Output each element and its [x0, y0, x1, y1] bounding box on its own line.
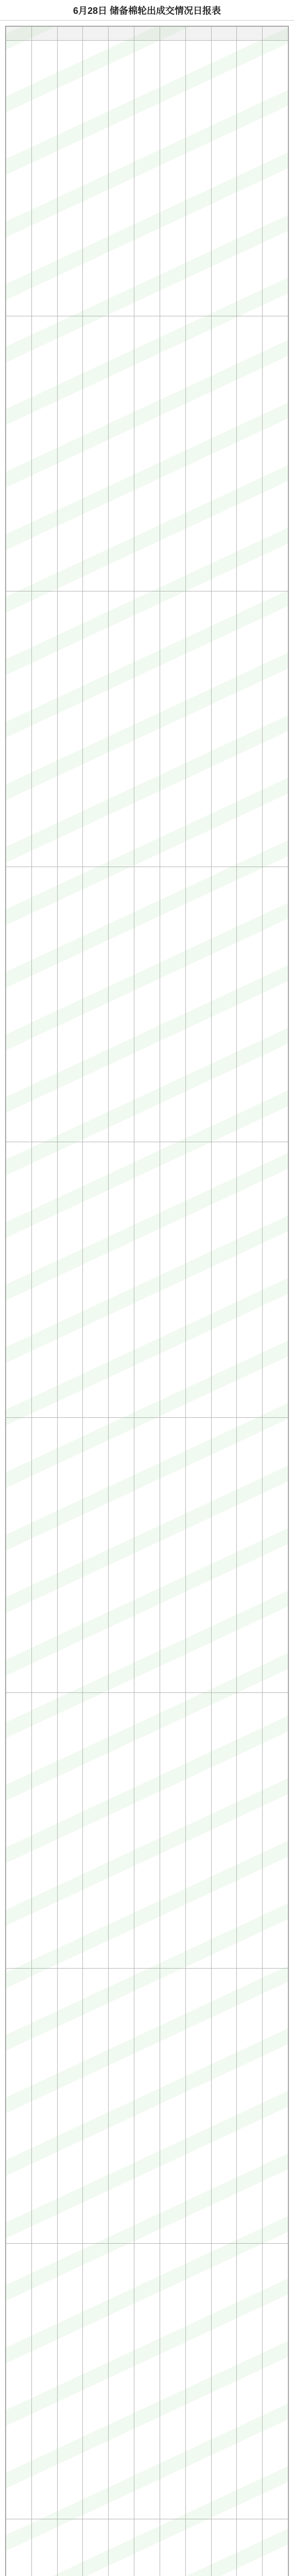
- table-body: [6, 41, 288, 2576]
- table-cell: [83, 1142, 109, 1418]
- table-cell: [160, 1968, 185, 2244]
- table-cell: [160, 41, 185, 316]
- table-cell: [31, 1142, 57, 1418]
- table-header-row: [6, 27, 288, 41]
- table-cell: [31, 1693, 57, 1969]
- table-cell: [6, 1142, 32, 1418]
- table-row: [6, 2244, 288, 2519]
- table-cell: [57, 1693, 83, 1969]
- table-cell: [109, 867, 134, 1142]
- table-cell: [263, 591, 288, 867]
- table-cell: [109, 41, 134, 316]
- results-table: [6, 26, 288, 2576]
- table-cell: [237, 1968, 263, 2244]
- table-cell: [263, 1417, 288, 1693]
- table-cell: [31, 2519, 57, 2576]
- table-cell: [109, 591, 134, 867]
- table-cell: [237, 1142, 263, 1418]
- table-cell: [134, 1968, 160, 2244]
- table-cell: [134, 316, 160, 591]
- table-cell: [237, 41, 263, 316]
- table-cell: [134, 2519, 160, 2576]
- table-row: [6, 1142, 288, 1418]
- table-cell: [57, 2244, 83, 2519]
- table-cell: [185, 1693, 211, 1969]
- table-cell: [31, 867, 57, 1142]
- table-cell: [109, 316, 134, 591]
- table-cell: [160, 1693, 185, 1969]
- table-cell: [31, 1968, 57, 2244]
- table-cell: [6, 41, 32, 316]
- table-cell: [185, 1142, 211, 1418]
- table-cell: [109, 1142, 134, 1418]
- table-row: [6, 591, 288, 867]
- table-cell: [160, 591, 185, 867]
- table-cell: [31, 1417, 57, 1693]
- table-header-cell: [31, 27, 57, 41]
- table-cell: [83, 2244, 109, 2519]
- table-cell: [134, 591, 160, 867]
- table-cell: [160, 1142, 185, 1418]
- table-cell: [263, 2519, 288, 2576]
- table-cell: [134, 1417, 160, 1693]
- table-cell: [211, 591, 237, 867]
- table-cell: [83, 591, 109, 867]
- table-cell: [263, 2244, 288, 2519]
- table-cell: [134, 1142, 160, 1418]
- table-cell: [263, 1693, 288, 1969]
- table-cell: [237, 316, 263, 591]
- table-row: [6, 867, 288, 1142]
- table-header-cell: [83, 27, 109, 41]
- table-cell: [57, 2519, 83, 2576]
- table-cell: [57, 41, 83, 316]
- table-cell: [83, 1693, 109, 1969]
- table-cell: [6, 1968, 32, 2244]
- table-header-cell: [263, 27, 288, 41]
- table-cell: [109, 1417, 134, 1693]
- table-cell: [185, 1968, 211, 2244]
- table-cell: [83, 1968, 109, 2244]
- table-cell: [263, 1142, 288, 1418]
- page-title: 6月28日 储备棉轮出成交情况日报表: [0, 0, 294, 21]
- table-cell: [109, 2244, 134, 2519]
- table-row: [6, 1693, 288, 1969]
- table-cell: [109, 1968, 134, 2244]
- table-cell: [263, 867, 288, 1142]
- table-cell: [237, 591, 263, 867]
- table-cell: [263, 1968, 288, 2244]
- table-cell: [160, 316, 185, 591]
- table-cell: [185, 41, 211, 316]
- table-cell: [263, 41, 288, 316]
- table-cell: [57, 316, 83, 591]
- table-cell: [6, 316, 32, 591]
- table-cell: [57, 591, 83, 867]
- table-cell: [83, 1417, 109, 1693]
- table-cell: [83, 2519, 109, 2576]
- table-cell: [134, 2244, 160, 2519]
- table-cell: [185, 867, 211, 1142]
- table-cell: [83, 867, 109, 1142]
- table-cell: [237, 2244, 263, 2519]
- table-cell: [83, 41, 109, 316]
- table-cell: [211, 41, 237, 316]
- table-cell: [31, 591, 57, 867]
- table-cell: [237, 1693, 263, 1969]
- table-cell: [109, 1693, 134, 1969]
- table-cell: [83, 316, 109, 591]
- table-cell: [134, 41, 160, 316]
- results-table-container: [5, 26, 289, 2576]
- table-header-cell: [185, 27, 211, 41]
- table-header-cell: [134, 27, 160, 41]
- table-cell: [160, 2244, 185, 2519]
- table-header-cell: [211, 27, 237, 41]
- table-cell: [211, 2244, 237, 2519]
- table-cell: [185, 316, 211, 591]
- table-row: [6, 41, 288, 316]
- table-header-cell: [6, 27, 32, 41]
- table-cell: [211, 2519, 237, 2576]
- table-row: [6, 1417, 288, 1693]
- table-head: [6, 27, 288, 41]
- table-cell: [6, 1417, 32, 1693]
- table-cell: [134, 1693, 160, 1969]
- table-cell: [160, 867, 185, 1142]
- table-cell: [109, 2519, 134, 2576]
- table-cell: [57, 867, 83, 1142]
- table-cell: [211, 1968, 237, 2244]
- table-cell: [31, 316, 57, 591]
- table-row: [6, 1968, 288, 2244]
- table-cell: [134, 867, 160, 1142]
- table-cell: [211, 1142, 237, 1418]
- table-cell: [185, 2519, 211, 2576]
- table-row: [6, 2519, 288, 2576]
- table-cell: [6, 2519, 32, 2576]
- table-cell: [57, 1968, 83, 2244]
- table-cell: [185, 2244, 211, 2519]
- table-cell: [211, 1693, 237, 1969]
- table-cell: [160, 2519, 185, 2576]
- table-cell: [160, 1417, 185, 1693]
- table-cell: [237, 867, 263, 1142]
- table-cell: [185, 591, 211, 867]
- table-cell: [57, 1142, 83, 1418]
- table-cell: [6, 2244, 32, 2519]
- table-header-cell: [237, 27, 263, 41]
- table-cell: [237, 2519, 263, 2576]
- table-cell: [211, 867, 237, 1142]
- table-cell: [263, 316, 288, 591]
- table-cell: [211, 1417, 237, 1693]
- table-cell: [211, 316, 237, 591]
- table-cell: [57, 1417, 83, 1693]
- table-cell: [31, 2244, 57, 2519]
- table-row: [6, 316, 288, 591]
- table-cell: [6, 591, 32, 867]
- table-cell: [185, 1417, 211, 1693]
- table-header-cell: [57, 27, 83, 41]
- table-cell: [6, 867, 32, 1142]
- table-cell: [6, 1693, 32, 1969]
- table-cell: [31, 41, 57, 316]
- table-header-cell: [160, 27, 185, 41]
- table-header-cell: [109, 27, 134, 41]
- table-cell: [237, 1417, 263, 1693]
